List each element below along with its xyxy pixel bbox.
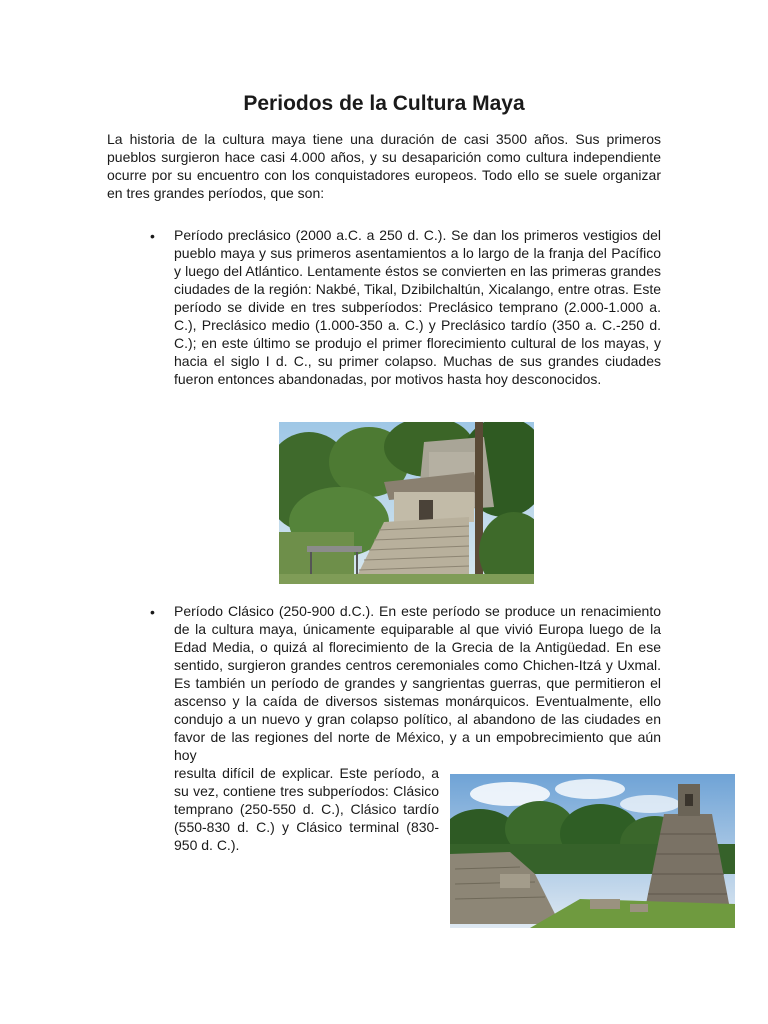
- preclassic-paragraph: Período preclásico (2000 a.C. a 250 d. C.). Se dan los primeros vestigios del pueblo maya y sus primeros asentamientos a lo largo de la franja del Pacífico y luego del Atlántico. Lentamente éstos se convierten en las primeras grandes ciudades de la región: Nakbé, Tikal, Dzibilchaltún, Xicalango, entre otras. Este período se divide en tres subperíodos: Preclásico temprano (2.000-1.000 a. C.), Preclásico medio (1.000-350 a. C.) y Preclásico tardío (350 a. C.-250 d. C.); en este último se produjo el primer florecimiento cultural de los mayas, y hacia el siglo I d. C., su primer colapso. Muchas de sus grandes ciudades fueron entonces abandonadas, por motivos hasta hoy desconocidos.: [174, 227, 661, 387]
- bullet-classic: •: [150, 604, 155, 620]
- page-title: Periodos de la Cultura Maya: [243, 92, 525, 115]
- temple-ruins-photo: [279, 422, 534, 584]
- classic-paragraph-continued: resulta difícil de explicar. Este período, a su vez, contiene tres subperíodos: Clásico temprano (250-550 d. C.), Clásico tardío (550-830 d. C.) y Clásico terminal (830-950 d. C.).: [174, 765, 439, 853]
- intro-paragraph: La historia de la cultura maya tiene una duración de casi 3500 años. Sus primeros pueblos surgieron hace casi 4.000 años, y su desaparición como cultura independiente ocurre por su encuentro con los conquistadores europeos. Todo ello se suele organizar en tres grandes períodos, que son:: [107, 131, 661, 201]
- classic-paragraph: Período Clásico (250-900 d.C.). En este período se produce un renacimiento de la cultura maya, únicamente equiparable al que vivió Europa luego de la Edad Media, o quizá al florecimiento de la Grecia de la Antigüedad. En ese sentido, surgieron grandes centros ceremoniales como Chichen-Itzá y Uxmal. Es también un período de grandes y sangrientas guerras, que permitieron el ascenso y la caída de diversos sistemas monárquicos. Eventualmente, ello condujo a un nuevo y gran colapso político, al abandono de las ciudades en favor de las regiones del norte de México, y a un empobrecimiento que aún hoy: [174, 603, 661, 763]
- tikal-pyramid-photo: [450, 774, 735, 928]
- bullet-preclassic: •: [150, 228, 155, 244]
